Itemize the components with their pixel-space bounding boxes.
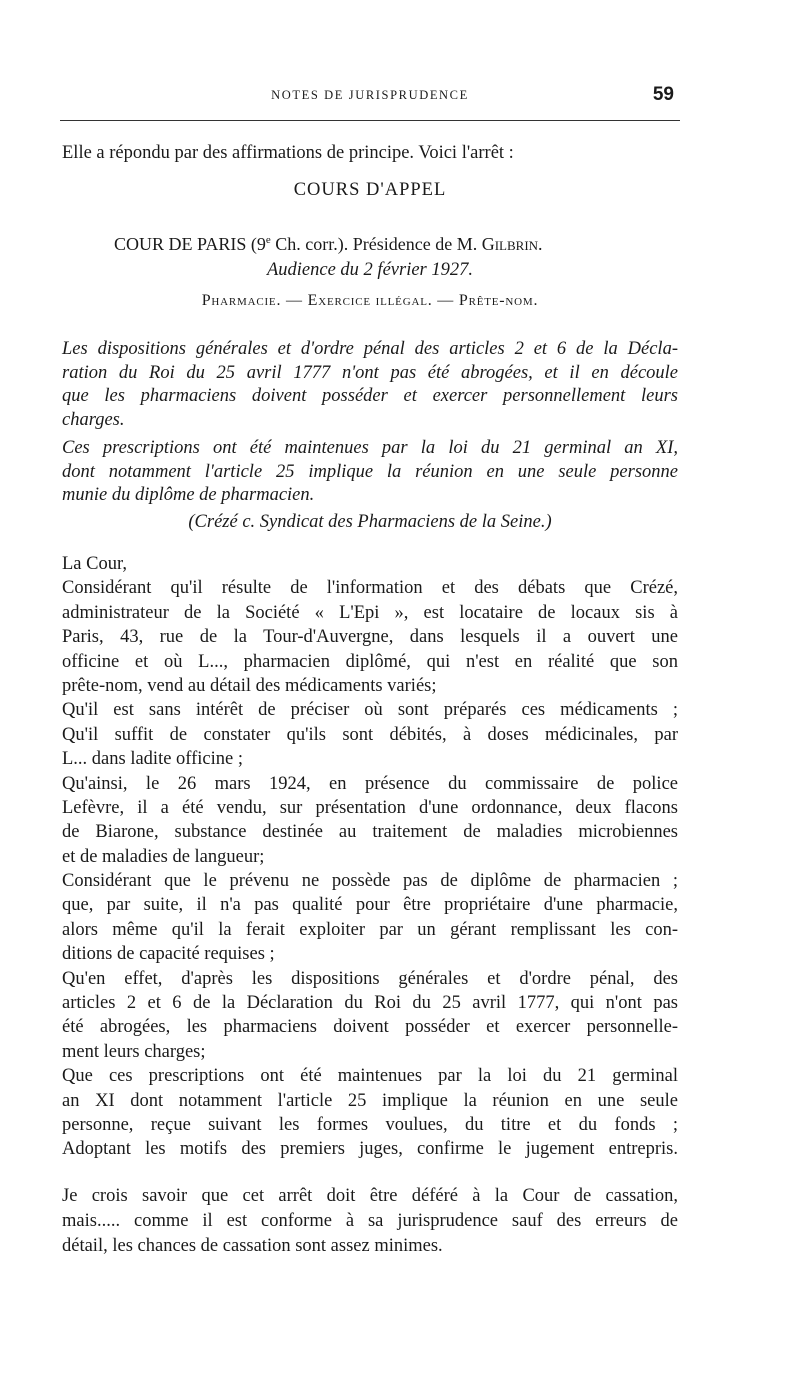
court-type-heading: COURS D'APPEL bbox=[293, 180, 447, 200]
body-line: administrateur de la Société « L'Epi », est locataire de locaux sis à bbox=[62, 602, 678, 623]
closing-line: Je crois savoir que cet arrêt doit être déféré à la Cour de cassation, bbox=[62, 1186, 678, 1206]
judgment-body bbox=[62, 552, 678, 1162]
body-line: prête-nom, vend au détail des médicaments variés; bbox=[62, 675, 437, 696]
body-line: Considérant que le prévenu ne possède pas de diplôme de pharmacien ; bbox=[62, 871, 678, 892]
body-line: Paris, 43, rue de la Tour-d'Auvergne, dans lesquels il a ouvert une bbox=[62, 627, 678, 648]
body-line: Que ces prescriptions ont été maintenues par la loi du 21 germinal bbox=[62, 1066, 678, 1087]
body-line: Considérant qu'il résulte de l'information et des débats que Crézé, bbox=[62, 578, 678, 599]
body-line: et de maladies de langueur; bbox=[62, 846, 265, 867]
court-line bbox=[62, 228, 678, 256]
body-line: ditions de capacité requises ; bbox=[62, 944, 275, 965]
summary-line: munie du diplôme de pharmacien. bbox=[62, 485, 315, 505]
body-line: Qu'il suffit de constater qu'ils sont débités, à doses médicinales, par bbox=[62, 724, 678, 745]
body-line: Qu'ainsi, le 26 mars 1924, en présence du commissaire de police bbox=[62, 773, 678, 794]
body-line: que, par suite, il n'a pas qualité pour être propriétaire d'une pharmacie, bbox=[62, 895, 678, 916]
summary-line: Les dispositions générales et d'ordre pénal des articles 2 et 6 de la Décla- bbox=[62, 339, 678, 359]
body-line: L... dans ladite officine ; bbox=[62, 749, 244, 770]
summary-line: que les pharmaciens doivent posséder et exercer personnellement leurs bbox=[62, 386, 678, 406]
running-head bbox=[60, 84, 680, 110]
body-line: articles 2 et 6 de la Déclaration du Roi du 25 avril 1777, qui n'ont pas bbox=[62, 993, 678, 1014]
page-number: 59 bbox=[652, 84, 674, 105]
summary-line: Ces prescriptions ont été maintenues par la loi du 21 germinal an XI, bbox=[62, 438, 678, 458]
body-line: La Cour, bbox=[62, 554, 128, 574]
court-line-prefix: COUR DE PARIS (9 bbox=[114, 234, 266, 254]
summary-line: dont notamment l'article 25 implique la réunion en une seule personne bbox=[62, 461, 678, 482]
body-line: de Biarone, substance destinée au traitement de maladies microbiennes bbox=[62, 822, 678, 843]
summary-line: ration du Roi du 25 avril 1777 n'ont pas été abrogées, et il en découle bbox=[62, 362, 678, 383]
body-line: alors même qu'il la ferait exploiter par un gérant remplissant les con- bbox=[62, 919, 678, 940]
court-line-sup: e bbox=[265, 234, 271, 246]
body-line: Lefèvre, il a été vendu, sur présentation d'une ordonnance, deux flacons bbox=[62, 797, 678, 818]
summary-paragraph-2 bbox=[62, 437, 678, 508]
intro-paragraph bbox=[62, 141, 678, 165]
body-line: officine et où L..., pharmacien diplômé, qui n'est en réalité que son bbox=[62, 651, 678, 672]
closing-line: mais..... comme il est conforme à sa jurisprudence sauf des erreurs de bbox=[62, 1211, 678, 1231]
hearing-date: Audience du 2 février 1927. bbox=[266, 260, 473, 280]
body-line: Qu'il est sans intérêt de préciser où sont préparés ces médicaments ; bbox=[62, 700, 678, 721]
body-line: an XI dont notamment l'article 25 implique la réunion en une seule bbox=[62, 1090, 678, 1111]
header-rule bbox=[60, 120, 680, 121]
body-line: personne, reçue suivant les formes voulues, du titre et du fonds ; bbox=[62, 1114, 678, 1135]
closing-line: détail, les chances de cassation sont assez minimes. bbox=[62, 1236, 443, 1256]
running-title: NOTES DE JURISPRUDENCE bbox=[271, 88, 469, 102]
body-line: Adoptant les motifs des premiers juges, confirme le jugement entrepris. bbox=[62, 1139, 678, 1160]
summary-paragraph-1 bbox=[62, 338, 678, 432]
summary-line: charges. bbox=[62, 409, 125, 430]
body-line: Qu'en effet, d'après les dispositions générales et d'ordre pénal, des bbox=[62, 968, 678, 989]
body-line: ment leurs charges; bbox=[62, 1041, 206, 1062]
president-name: Gilbrin bbox=[481, 234, 539, 254]
body-line: été abrogées, les pharmaciens doivent posséder et exercer personnelle- bbox=[62, 1017, 678, 1038]
closing-paragraph bbox=[62, 1184, 678, 1259]
case-citation: (Crézé c. Syndicat des Pharmaciens de la Seine.) bbox=[188, 512, 552, 532]
subject-line: Pharmacie. — Exercice illégal. — Prête-nom. bbox=[201, 292, 539, 309]
court-line-suffix: . bbox=[538, 234, 543, 254]
court-line-middle: Ch. corr.). Présidence de M. bbox=[270, 234, 482, 254]
intro-line: Elle a répondu par des affirmations de principe. Voici l'arrêt : bbox=[62, 143, 514, 163]
